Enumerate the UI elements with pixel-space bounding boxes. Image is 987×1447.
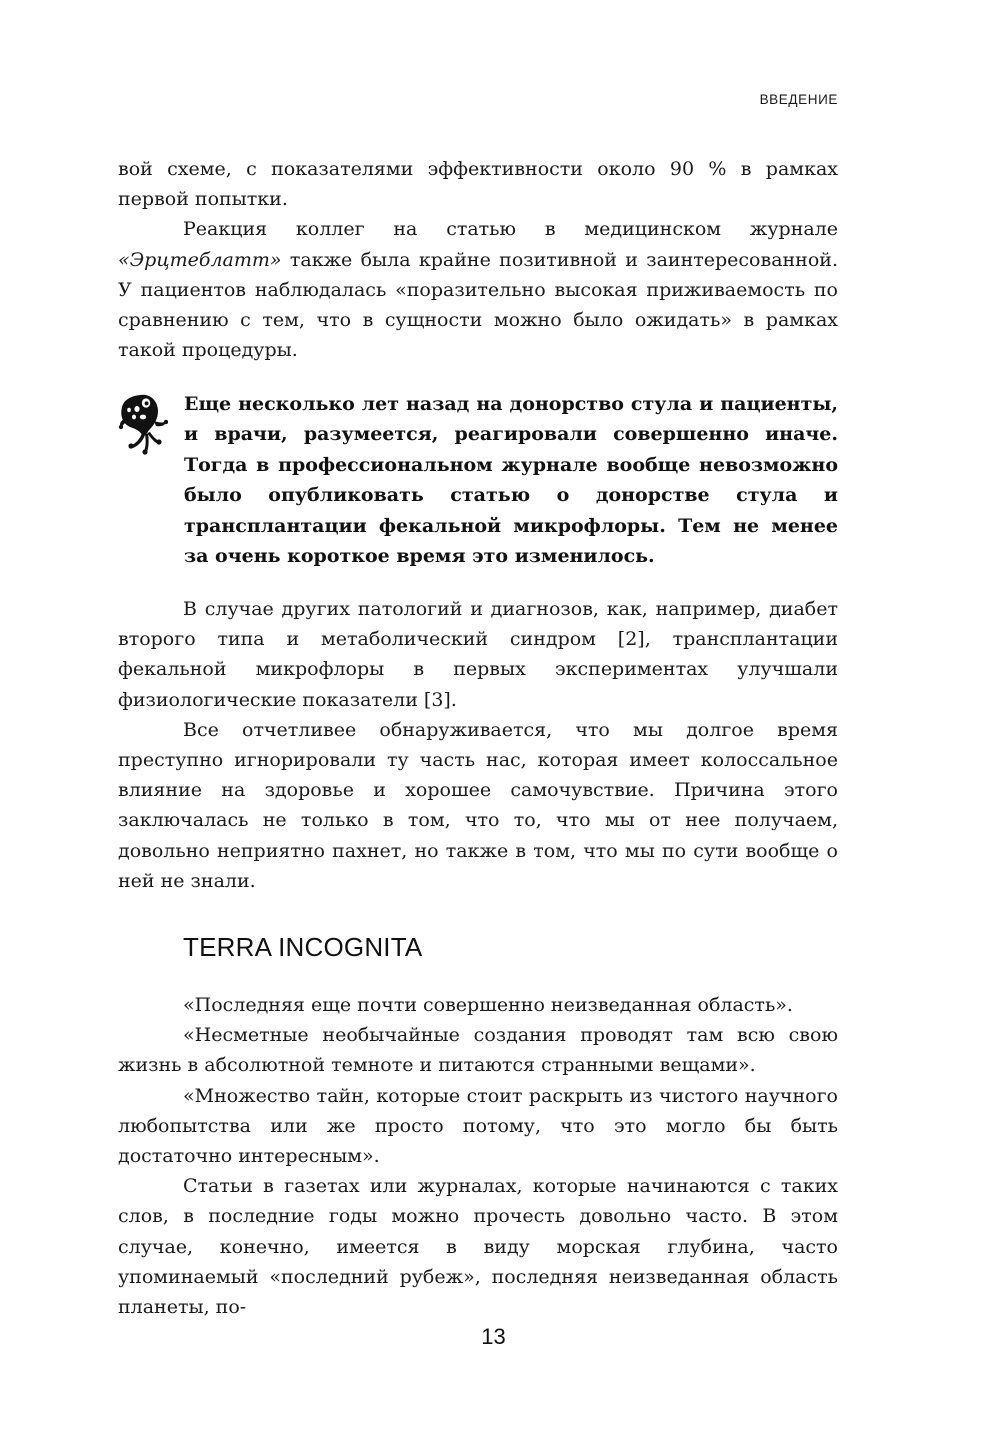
quote-paragraph: «Множество тайн, которые стоит раскрыть из чистого научного любопытства или же просто потому, что это могло бы быть достаточно интересным». <box>118 1084 838 1168</box>
running-head: ВВЕДЕНИЕ <box>759 92 838 107</box>
journal-title: «Эрцтеблатт» <box>118 248 282 271</box>
text-block-intro <box>118 154 838 365</box>
paragraph-text: Реакция коллег на статью в медицинском журнале <box>183 218 838 241</box>
paragraph-articles: Статьи в газетах или журналах, которые начинаются с таких слов, в последние годы можно прочесть довольно часто. В этом случае, конечно, имеется в виду морская глубина, часто упоминаемый «последний рубеж», последняя неизведанная область планеты, по- <box>118 1175 838 1319</box>
section-heading: TERRA INCOGNITA <box>183 932 423 962</box>
microbe-creature-icon <box>118 389 184 571</box>
callout-text: Еще несколько лет назад на донорство стула и пациенты, и врачи, разумеется, реагировали совершенно иначе. Тогда в профессиональном журнале вообще невозможно было опубликовать статью о донорстве стула и трансплантации фекальной микрофлоры. Тем не менее за очень короткое время это изменилось. <box>184 393 838 568</box>
text-block-research <box>118 594 838 896</box>
page-number: 13 <box>481 1324 506 1349</box>
paragraph-colleagues-reaction <box>118 214 838 365</box>
paragraph-continuation: вой схеме, с показателями эффективности около 90 % в рамках первой попытки. <box>118 158 838 211</box>
quote-paragraph: «Несметные необычайные создания проводят там всю свою жизнь в абсолютной темноте и питаются странными вещами». <box>118 1024 838 1077</box>
paragraph-text: также была крайне позитивной и заинтересованной. У пациентов наблюдалась «поразительно высокая приживаемость по сравнению с тем, что в сущности можно было ожидать» в рамках такой процедуры. <box>118 248 838 362</box>
callout-box <box>118 389 838 571</box>
microbe-creature-svg <box>118 393 168 455</box>
paragraph-ignored-part: Все отчетливее обнаруживается, что мы долгое время преступно игнорировали ту часть нас, которая имеет колоссальное влияние на здоровье и хорошее самочувствие. Причина этого заключалась не только в том, что то, что мы от нее получаем, довольно неприятно пахнет, но также в том, что мы по сути вообще о ней не знали. <box>118 718 838 892</box>
quote-paragraph: «Последняя еще почти совершенно неизведанная область». <box>183 994 793 1016</box>
paragraph-other-pathologies: В случае других патологий и диагнозов, как, например, диабет второго типа и метаболический синдром [2], трансплантации фекальной микрофлоры в первых экспериментах улучшали физиологические показатели [3]. <box>118 598 838 711</box>
text-block-terra-incognita <box>118 990 838 1322</box>
